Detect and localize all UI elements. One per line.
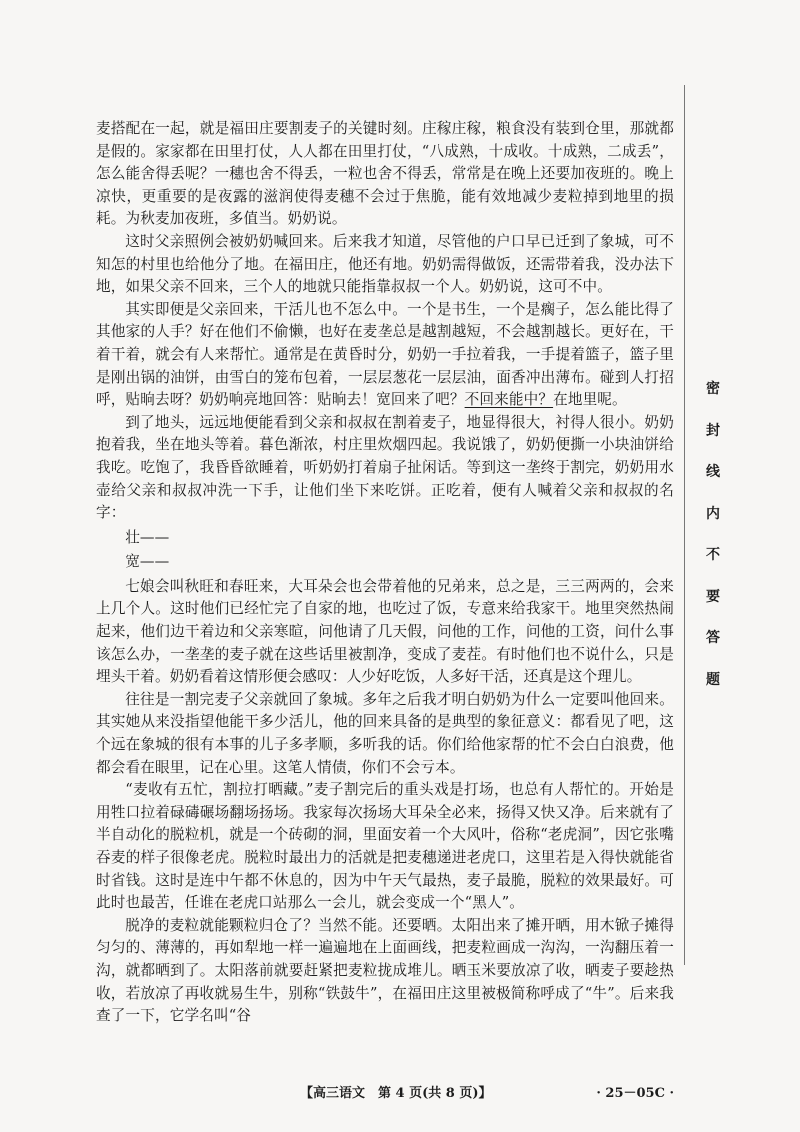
binding-char: 答 [706,630,720,646]
paragraph: 七娘会叫秋旺和春旺来，大耳朵会也会带着他的兄弟来，总之是，三三两两的，会来上几个人。这时他们已经忙完了自家的地，也吃过了饭，专意来给我家干。地里突然热闹起来，他们边干着边和父亲寒暄，问他请了几天假，问他的工作，问他的工资，问什么事该怎么办，一垄垄的麦子就在这些话里被割净，变成了麦茬。有时他们也不说什么，只是埋头干着。奶奶看着这情形便会感叹：人少好吃饭，人多好干活，还真是这个理儿。 [96,577,674,686]
footer-code: · 25－05C · [596,1086,674,1101]
binding-char: 密 [706,381,720,397]
page-footer [300,1082,680,1101]
binding-char: 线 [706,464,720,480]
paragraph-text: 其实即便是父亲回来，干活儿也不怎么中。一个是书生，一个是瘸子，怎么能比得了其他家的人手？好在他们不偷懒，也好在麦垄总是越割越短，不会越割越长。更好在，干着干着，就会有人来帮忙。通常是在黄昏时分，奶奶一手拉着我，一手提着篮子，篮子里是刚出锅的油饼，由雪白的笼布包着，一层层葱花一层层油，面香冲出薄布。碰到人打招呼，贴晌去呀？奶奶响亮地回答：贴晌去！宽回来了吧？ [96,300,674,409]
paragraph: “麦收有五忙，割拉打晒藏。”麦子割完后的重头戏是打场，也总有人帮忙的。开始是用牲口拉着碌碡碾场翻场扬场。我家每次扬场大耳朵全必来，扬得又快又净。后来就有了半自动化的脱粒机，就是一个砖砌的洞，里面安着一个大风叶，俗称“老虎洞”，因它张嘴吞麦的样子很像老虎。脱粒时最出力的活就是把麦穗递进老虎口，这里若是入得快就能省时省钱。这时是连中午都不休息的，因为中午天气最热，麦子最脆，脱粒的效果最好。可此时也最苦，任谁在老虎口站那么一会儿，就会变成一个“黑人”。 [96,781,674,912]
binding-line [684,85,686,965]
underlined-phrase: 不回来能中？ [464,391,554,409]
paragraph: 脱净的麦粒就能颗粒归仓了？当然不能。还要晒。太阳出来了摊开晒，用木锨子摊得匀匀的、薄薄的，再如犁地一样一遍遍地在上面画线，把麦粒画成一沟沟，一沟翻压着一沟，就都晒到了。太阳落前就要赶紧把麦粒拢成堆儿。晒玉米要放凉了收，晒麦子要趁热收，若放凉了再收就易生牛，别称“铁鼓牛”，在福田庄这里被极简称呼成了“牛”。后来我查了一下，它学名叫“谷 [96,916,674,1025]
dialogue-line: 宽—— [125,553,170,571]
footer-label: 【高三语文 第 4 页(共 8 页)】 [300,1086,492,1101]
binding-notice [701,378,725,689]
binding-char: 不 [706,547,720,563]
binding-char: 题 [706,671,720,688]
paragraph: 这时父亲照例会被奶奶喊回来。后来我才知道，尽管他的户口早已迁到了象城，可不知怎的村里也给他分了地。在福田庄，他还有地。奶奶需得做饭，还需带着我，没办法下地，如果父亲不回来，三个人的地就只能指靠叔叔一个人。奶奶说，这可不中。 [96,232,674,296]
binding-char: 内 [706,505,720,522]
paragraph: 麦搭配在一起，就是福田庄要割麦子的关键时刻。庄稼庄稼，粮食没有装到仓里，那就都是假的。家家都在田里打仗，人人都在田里打仗，“八成熟，十成收。十成熟，二成丢”，怎么能舍得丢呢？一穗也舍不得丢，一粒也舍不得丢，常常是在晚上还要加夜班的。晚上凉快，更重要的是夜露的滋润使得麦穗不会过于焦脆，能有效地减少麦粒掉到地里的损耗。为秋麦加夜班，多值当。奶奶说。 [96,120,674,228]
paragraph-tail: 在地里呢。 [553,391,627,409]
document-body [96,118,674,1028]
dialogue-line: 壮—— [125,528,170,546]
paragraph: 到了地头，远远地便能看到父亲和叔叔在割着麦子，地显得很大，衬得人很小。奶奶抱着我，坐在地头等着。暮色渐浓，村庄里炊烟四起。我说饿了，奶奶便撕一小块油饼给我吃。吃饱了，我昏昏欲睡着，听奶奶打着扇子扯闲话。等到这一垄终于割完，奶奶用水壶给父亲和叔叔冲洗一下手，让他们坐下来吃饼。正吃着，便有人喊着父亲和叔叔的名字： [96,413,674,522]
binding-char: 封 [706,422,720,439]
paragraph: 往往是一割完麦子父亲就回了象城。多年之后我才明白奶奶为什么一定要叫他回来。其实她从来没指望他能干多少活儿，他的回来具备的是典型的象征意义：都看见了吧，这个远在象城的很有本事的儿子多孝顺，多听我的话。你们给他家帮的忙不会白白浪费，他都会看在眼里，记在心里。这笔人情债，你们不会亏本。 [96,690,674,776]
binding-char: 要 [706,588,720,605]
paragraph [96,299,674,412]
